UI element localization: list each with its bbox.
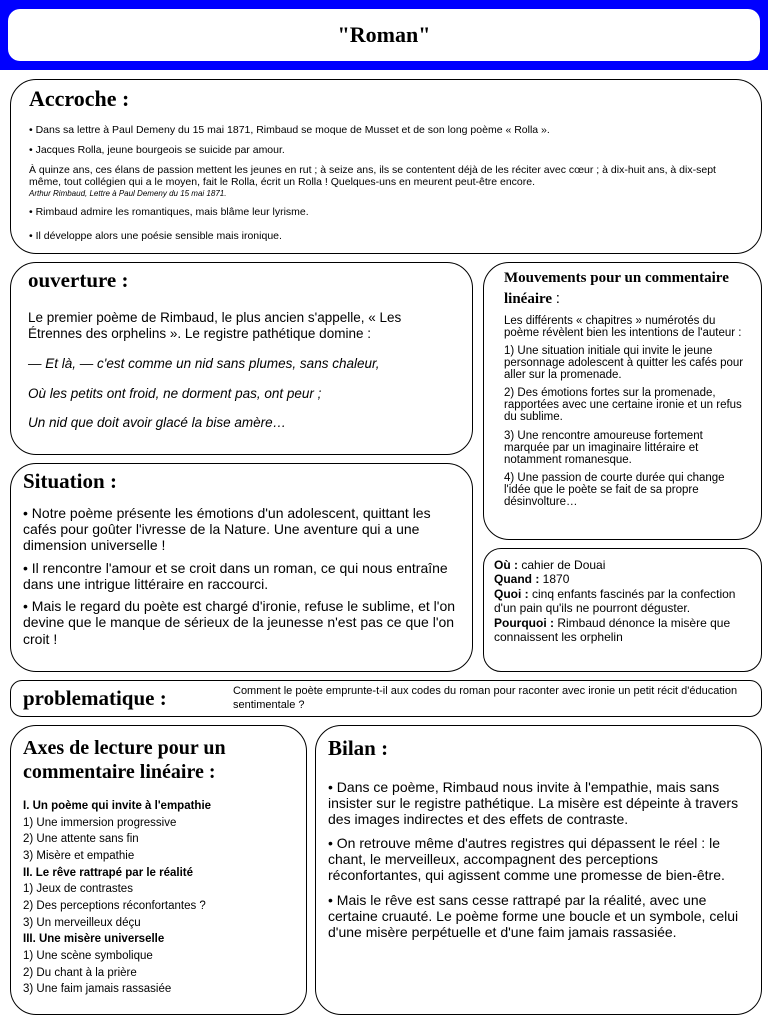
mouvements-title-colon: :	[555, 289, 560, 307]
ouverture-verse: — Et là, — c'est comme un nid sans plumes, sans chaleur,	[28, 356, 380, 372]
axe-item: 2) Des perceptions réconfortantes ?	[23, 900, 206, 913]
info-quoi	[494, 587, 751, 616]
axe-item: 3) Une faim jamais rassasiée	[23, 983, 172, 996]
axe-heading: II. Le rêve rattrapé par le réalité	[23, 866, 194, 879]
info-ou	[494, 558, 751, 572]
bilan-paragraph: • Dans ce poème, Rimbaud nous invite à l'empathie, mais sans insister sur le registre pathétique. La misère est dépeinte à travers des images indirectes et des effets de contraste.	[328, 779, 739, 828]
page-title: "Roman"	[337, 22, 431, 47]
mouvements-intro: Les différents « chapitres » numérotés du poème révèlent bien les intentions de l'auteur :	[504, 315, 742, 340]
header-title-box	[8, 9, 760, 61]
mouvements-title-text: Mouvements pour un commentaire linéaire	[504, 270, 729, 307]
axe-heading: I. Un poème qui invite à l'empathie	[23, 800, 212, 812]
axe-item: 3) Un merveilleux déçu	[23, 916, 141, 929]
mouvements-box	[483, 262, 762, 540]
problematique-box	[10, 680, 762, 717]
mouvement-item: 1) Une situation initiale qui invite le jeune personnage adolescent à quitter les cafés pour aller sur la promenade.	[504, 345, 744, 382]
axes-box	[10, 725, 307, 1015]
situation-paragraph: • Notre poème présente les émotions d'un adolescent, quittant les cafés pour goûter l'ivresse de la Nature. Une aventure qui a une dimension universelle !	[23, 505, 431, 554]
info-quand-value: 1870	[542, 572, 570, 587]
axe-item: 1) Une scène symbolique	[23, 950, 153, 963]
axe-item: 1) Une immersion progressive	[23, 816, 177, 829]
bilan-paragraph: • Mais le rêve est sans cesse rattrapé par la réalité, avec une certaine cruauté. Le poème forme une boucle et un symbole, celui d'une misère perpétuelle et d'une faim jamais rassasiée.	[328, 891, 739, 940]
axe-item: 3) Misère et empathie	[23, 850, 135, 863]
info-quand-label: Quand :	[494, 572, 540, 587]
mouvements-title	[504, 269, 749, 309]
axe-item: 2) Du chant à la prière	[23, 966, 137, 979]
accroche-title: Accroche :	[29, 86, 130, 111]
accroche-paragraph: • Jacques Rolla, jeune bourgeois se suicide par amour.	[29, 144, 285, 157]
problematique-text: Comment le poète emprunte-t-il aux codes du roman pour raconter avec ironie un petit récit d'éducation sentimentale ?	[233, 685, 738, 711]
infos-box	[483, 548, 762, 672]
situation-title: Situation :	[23, 469, 117, 493]
ouverture-verse: Où les petits ont froid, ne dorment pas, ont peur ;	[28, 385, 322, 401]
info-quoi-value: cinq enfants fascinés par la confection d'un pain qu'ils ne pourront déguster.	[494, 586, 736, 616]
accroche-box	[10, 79, 762, 254]
accroche-paragraph: • Il développe alors une poésie sensible mais ironique.	[29, 229, 282, 242]
mouvement-item: 4) Une passion de courte durée qui change l'idée que le poète se fait de sa propre désinvolture…	[504, 471, 725, 508]
header-banner	[0, 0, 768, 70]
accroche-source: Arthur Rimbaud, Lettre à Paul Demeny du 15 mai 1871.	[29, 189, 227, 199]
mouvement-item: 2) Des émotions fortes sur la promenade, rapportées avec une certaine ironie et un refus du sublime.	[504, 387, 742, 424]
axes-title: Axes de lecture pour un commentaire linéaire :	[23, 737, 226, 783]
info-ou-value: cahier de Douai	[521, 558, 606, 572]
info-ou-label: Où :	[494, 558, 518, 572]
info-pourquoi-value: Rimbaud dénonce la misère que connaissent les orphelin	[494, 615, 731, 644]
ouverture-box	[10, 262, 473, 455]
ouverture-title: ouverture :	[28, 268, 129, 292]
problematique-title: problematique :	[23, 686, 167, 710]
situation-box	[10, 463, 473, 672]
accroche-quote: À quinze ans, ces élans de passion mettent les jeunes en rut ; à seize ans, ils se contentent déjà de les réciter avec cœur ; à dix-huit ans, à dix-sept même, tout collégien qui a le moyen, fait le Rolla, écrit un Rolla ! Quelques-uns en meurent peut-être encore.	[29, 164, 716, 189]
accroche-paragraph: • Dans sa lettre à Paul Demeny du 15 mai 1871, Rimbaud se moque de Musset et de son long poème « Rolla ».	[29, 124, 550, 136]
axe-item: 1) Jeux de contrastes	[23, 883, 133, 896]
ouverture-intro: Le premier poème de Rimbaud, le plus ancien s'appelle, « Les Étrennes des orphelins ». Le registre pathétique domine :	[28, 310, 402, 342]
mouvement-item: 3) Une rencontre amoureuse fortement marquée par un imaginaire littéraire et notamment romanesque.	[504, 429, 703, 466]
axe-heading: III. Une misère universelle	[23, 933, 165, 946]
ouverture-verse: Un nid que doit avoir glacé la bise amère…	[28, 414, 287, 430]
axe-item: 2) Une attente sans fin	[23, 833, 139, 846]
info-quoi-label: Quoi :	[494, 586, 529, 601]
situation-paragraph: • Il rencontre l'amour et se croit dans un roman, ce qui nous entraîne dans une intrigue littéraire en raccourci.	[23, 559, 448, 592]
bilan-paragraph: • On retrouve même d'autres registres qui dépassent le réel : le chant, le merveilleux, accompagnent des perceptions réconfortantes, qui agissent comme une promesse de bien-être.	[328, 835, 725, 884]
axes-list	[23, 798, 294, 998]
bilan-box	[315, 725, 762, 1015]
info-quand	[494, 572, 751, 586]
bilan-title: Bilan :	[328, 736, 389, 760]
situation-paragraph: • Mais le regard du poète est chargé d'ironie, refuse le sublime, et l'on devine que le manque de sérieux de la jeunesse n'est pas ce que l'on croit !	[23, 598, 456, 647]
accroche-paragraph: • Rimbaud admire les romantiques, mais blâme leur lyrisme.	[29, 206, 309, 219]
info-pourquoi	[494, 616, 751, 645]
info-pourquoi-label: Pourquoi :	[494, 615, 554, 630]
